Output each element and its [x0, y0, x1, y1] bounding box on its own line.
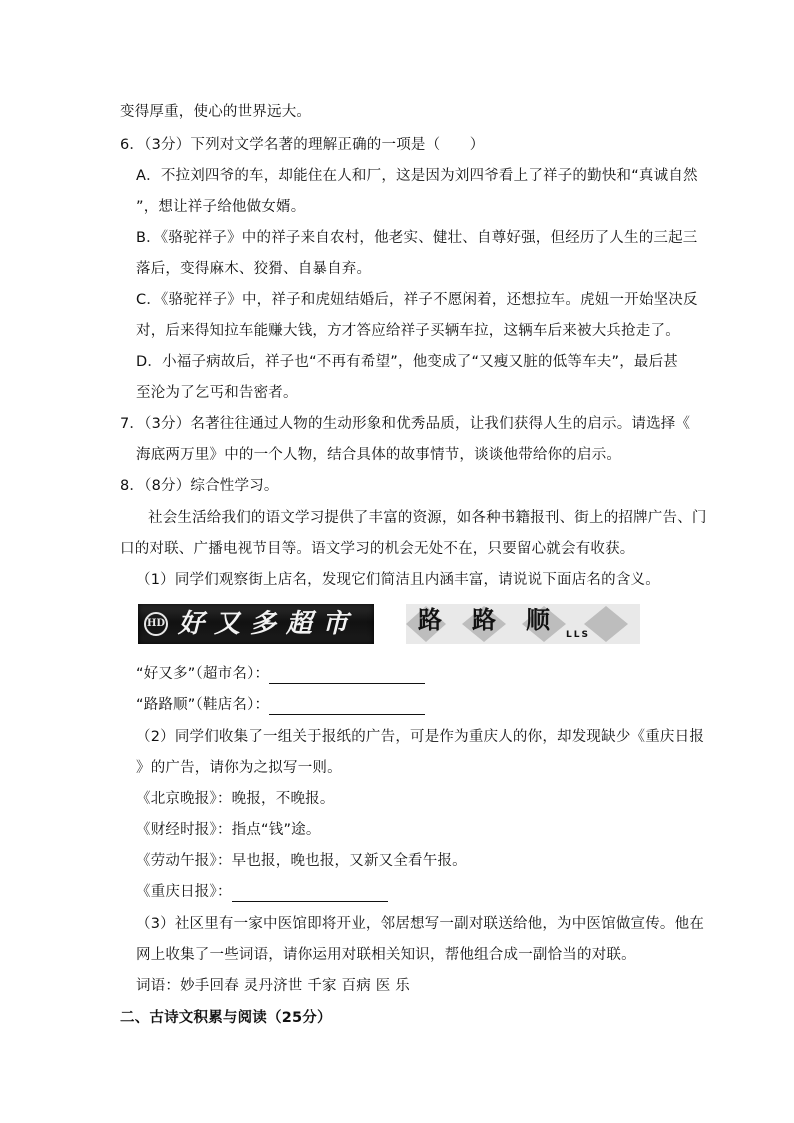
- fill-label-supermarket: “好又多”（超市名）：: [136, 666, 270, 682]
- fill-line-shoe: [136, 695, 425, 715]
- question-8: 8．（8分）综合性学习。: [120, 478, 279, 494]
- option-a-line-2: ”，想让祥子给他做女婿。: [136, 199, 306, 215]
- answer-blank-chongqing[interactable]: [232, 885, 388, 902]
- word-list: 词语：妙手回春 灵丹济世 千家 百病 医 乐: [136, 978, 410, 994]
- answer-blank-shoe[interactable]: [269, 698, 425, 715]
- option-c-line-1: C．《骆驼祥子》中，祥子和虎妞结婚后，祥子不愿闲着，还想拉车。虎妞一开始坚决反: [136, 292, 698, 308]
- fill-label-shoe: “路路顺”（鞋店名）：: [136, 697, 270, 713]
- option-b-line-1: B．《骆驼祥子》中的祥子来自农村，他老实、健壮、自尊好强，但经历了人生的三起三: [136, 230, 698, 246]
- ad-beijing: 《北京晚报》：晚报，不晚报。: [136, 791, 335, 807]
- fill-line-supermarket: [136, 664, 425, 684]
- ad-chongqing: [136, 882, 388, 902]
- section-2-heading: 二、古诗文积累与阅读（25分）: [120, 1010, 332, 1026]
- sub-question-3-line-2: 网上收集了一些词语，请你运用对联相关知识，帮他组合成一副恰当的对联。: [136, 947, 636, 963]
- question-7-line-1: 7．（3分）名著往往通过人物的生动形象和优秀品质，让我们获得人生的启示。请选择《: [120, 416, 691, 432]
- sub-question-1: （1）同学们观察街上店名，发现它们简洁且内涵丰富，请说说下面店名的含义。: [136, 572, 660, 588]
- supermarket-sign-name: 好又多超市: [178, 609, 359, 639]
- ad-caijing: 《财经时报》：指点“钱”途。: [136, 822, 321, 838]
- supermarket-sign-image: [138, 604, 374, 644]
- option-d-line-2: 至沦为了乞丐和告密者。: [136, 385, 298, 401]
- question-6: 6．（3分）下列对文学名著的理解正确的一项是（ ）: [120, 137, 485, 153]
- shoe-store-sign-sub: LLS: [566, 630, 590, 640]
- supermarket-logo: HD: [144, 612, 168, 636]
- option-c-line-2: 对，后来得知拉车能赚大钱，方才答应给祥子买辆车拉，这辆车后来被大兵抢走了。: [136, 323, 680, 339]
- paragraph-line-1: 社会生活给我们的语文学习提供了丰富的资源，如各种书籍报刊、街上的招牌广告、门: [148, 510, 707, 526]
- option-a-line-1: A．不拉刘四爷的车，却能住在人和厂，这是因为刘四爷看上了祥子的勤快和“真诚自然: [136, 168, 698, 184]
- text-line: 变得厚重，使心的世界远大。: [120, 104, 312, 120]
- option-b-line-2: 落后，变得麻木、狡猾、自暴自弃。: [136, 261, 372, 277]
- ad-laodong: 《劳动午报》：早也报，晚也报，又新又全看午报。: [136, 853, 467, 869]
- sub-question-2-line-1: （2）同学们收集了一组关于报纸的广告，可是作为重庆人的你，却发现缺少《重庆日报: [136, 729, 705, 745]
- sub-question-3-line-1: （3）社区里有一家中医馆即将开业，邻居想写一副对联送给他，为中医馆做宣传。他在: [136, 916, 705, 932]
- shoe-store-sign-name: 路路顺: [418, 605, 580, 634]
- shoe-store-sign-image: [406, 604, 640, 644]
- ad-chongqing-label: 《重庆日报》：: [136, 884, 232, 900]
- sub-question-2-line-2: 》的广告，请你为之拟写一则。: [136, 760, 342, 776]
- question-7-line-2: 海底两万里》中的一个人物，结合具体的故事情节，谈谈他带给你的启示。: [136, 447, 622, 463]
- answer-blank-supermarket[interactable]: [269, 667, 425, 684]
- option-d-line-1: D．小福子病故后，祥子也“不再有希望”，他变成了“又瘦又脏的低等车夫”，最后甚: [136, 354, 679, 370]
- paragraph-line-2: 口的对联、广播电视节目等。语文学习的机会无处不在，只要留心就会有收获。: [120, 541, 635, 557]
